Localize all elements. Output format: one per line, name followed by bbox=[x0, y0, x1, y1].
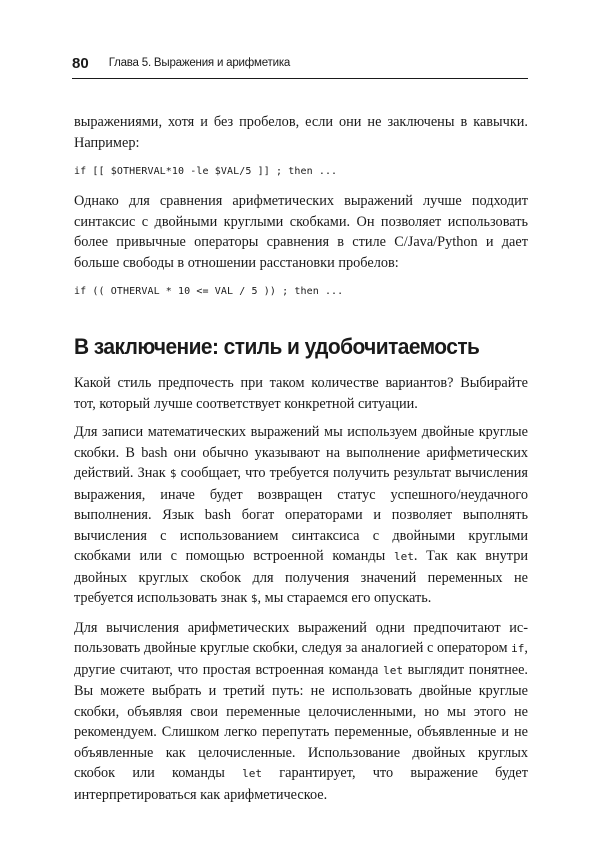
paragraph-style-choice: Какой стиль предпочесть при таком количестве вариантов? Выбирайте тот, который лучше соответствует конкретной ситуации. bbox=[74, 375, 528, 412]
inline-code: let bbox=[383, 663, 403, 677]
paragraph-double-parens-usage: Для записи математических выражений мы используем двойные круглые скобки. В bash они обычно указывают на выполнение арифметических действий. Знак $ сообщает, что требуется получить результат вычисления выражения, иначе будет возвращен статус успешного/неудачного выполнения. Язык bash богат операторами и позволяет выполнять вычисления с использованием синтаксиса с двойными круглыми скобками или с помощью встроенной команды let. Так как внутри двойных круглых скобок для получения значений переменных не требуется использовать знак $, мы стараемся его опускать. bbox=[74, 424, 529, 606]
code-example-double-parens: if (( OTHERVAL * 10 <= VAL / 5 )) ; then ... bbox=[74, 286, 344, 297]
running-title: Глава 5. Выражения и арифметика bbox=[108, 57, 291, 69]
inline-code: if bbox=[511, 642, 525, 655]
page-content bbox=[74, 112, 528, 805]
inline-code: $ bbox=[250, 592, 258, 605]
page-header bbox=[72, 48, 528, 79]
code-example-single-brackets: if [[ $OTHERVAL*10 -le $VAL/5 ]] ; then ... bbox=[74, 166, 338, 177]
paragraph-intro: выражениями, хотя и без пробелов, если они не заключены в кавычки. Например: bbox=[74, 114, 528, 151]
paragraph-preferences: Для вычисления арифметических выражений одни предпочитают использовать двойные круглые скобки, следуя за аналогией с оператором if, другие считают, что простая встроенная команда let выглядит понятнее. Вы можете выбрать и третий путь: не использовать двойные круглые скобки, объявляя свои переменные целочисленными, но мы этого не рекомендуем. Слишком легко перепутать переменные, объявленные и не объявленные как целочисленные. Использование двойных круглых скобок или команды let гарантирует, что выражение будет интерпретироваться как арифметическое. bbox=[74, 619, 528, 803]
paragraph-double-parens: Однако для сравнения арифметических выражений лучше подходит синтаксис с двойными круглыми скобками. Он позволяет использовать более привычные операторы сравнения в стиле C/Java/Python и дает больше свободы в отношении расстановки пробелов: bbox=[74, 193, 528, 271]
inline-code: let bbox=[242, 767, 263, 780]
inline-code: $ bbox=[169, 467, 177, 480]
page-number: 80 bbox=[72, 54, 89, 72]
inline-code: let bbox=[393, 550, 414, 563]
section-heading: В заключение: стиль и удобочитаемость bbox=[74, 334, 480, 359]
